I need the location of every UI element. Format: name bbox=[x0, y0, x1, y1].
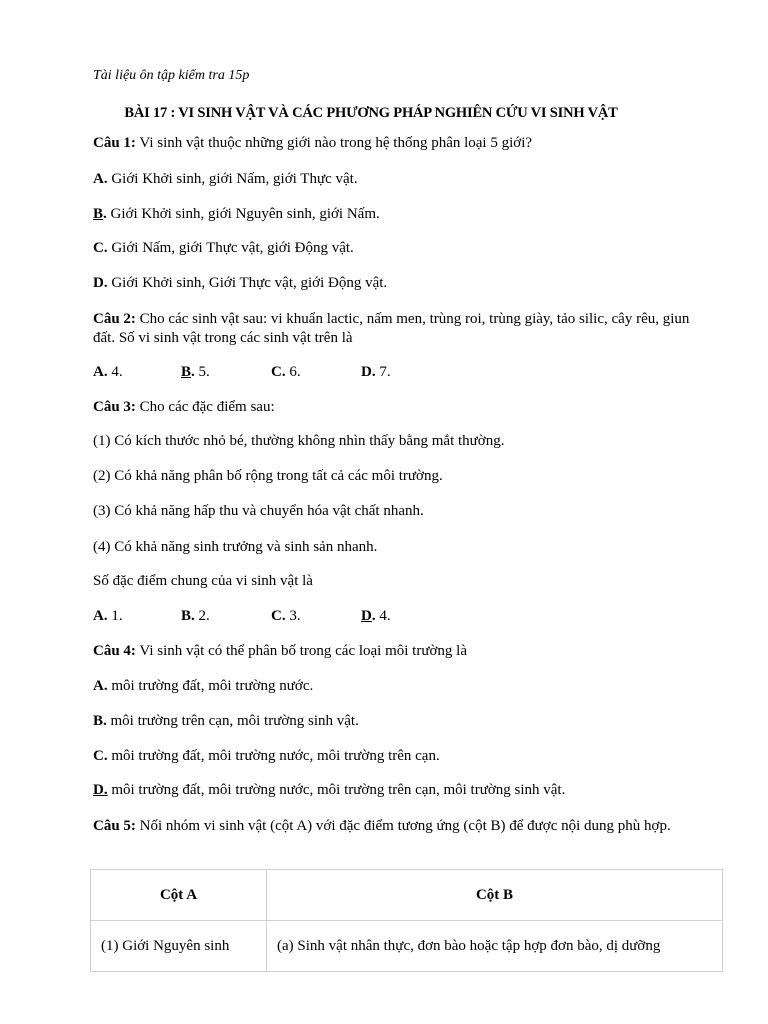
option-letter: A. bbox=[93, 364, 108, 380]
question-2-option-d bbox=[361, 363, 391, 382]
question-1 bbox=[93, 134, 532, 153]
question-3-option-d bbox=[361, 607, 391, 626]
question-1-label: Câu 1: bbox=[93, 135, 136, 151]
question-4 bbox=[93, 642, 467, 661]
header-note: Tài liệu ôn tập kiểm tra 15p bbox=[93, 68, 250, 83]
table-cell: (a) Sinh vật nhân thực, đơn bào hoặc tập hợp đơn bào, dị dưỡng bbox=[267, 921, 723, 972]
option-text: môi trường trên cạn, môi trường sinh vật. bbox=[106, 713, 359, 729]
option-text: Giới Khởi sinh, giới Nguyên sinh, giới Nấm. bbox=[106, 206, 380, 222]
question-3-item-2: (2) Có khả năng phân bố rộng trong tất cả các môi trường. bbox=[93, 468, 443, 484]
option-text: Giới Nấm, giới Thực vật, giới Động vật. bbox=[107, 240, 354, 256]
question-3-item-4: (4) Có khả năng sinh trưởng và sinh sản nhanh. bbox=[93, 539, 378, 555]
question-2-option-a bbox=[93, 363, 123, 382]
question-2-option-b bbox=[181, 363, 210, 382]
table-row bbox=[91, 921, 723, 972]
option-text: môi trường đất, môi trường nước, môi trường trên cạn, môi trường sinh vật. bbox=[107, 782, 566, 798]
question-2-options bbox=[93, 363, 693, 382]
option-text: môi trường đất, môi trường nước, môi trường trên cạn. bbox=[107, 748, 440, 764]
question-3-prompt: Số đặc điểm chung của vi sinh vật là bbox=[93, 573, 313, 589]
question-4-option-c bbox=[93, 747, 440, 766]
option-letter: D. bbox=[93, 275, 108, 291]
question-3-option-a bbox=[93, 607, 123, 626]
table-cell: (1) Giới Nguyên sinh bbox=[91, 921, 267, 972]
question-5-label: Câu 5: bbox=[93, 818, 136, 834]
column-a-header: Cột A bbox=[91, 870, 267, 921]
option-letter: C. bbox=[93, 240, 108, 256]
option-text: Giới Khởi sinh, giới Nấm, giới Thực vật. bbox=[107, 171, 358, 187]
question-5 bbox=[93, 817, 723, 836]
question-1-option-b bbox=[93, 205, 380, 224]
table-header-row bbox=[91, 870, 723, 921]
option-text: môi trường đất, môi trường nước. bbox=[107, 678, 314, 694]
option-text: 4. bbox=[107, 364, 123, 380]
option-letter: A. bbox=[93, 171, 108, 187]
page-title: BÀI 17 : VI SINH VẬT VÀ CÁC PHƯƠNG PHÁP NGHIÊN CỨU VI SINH VẬT bbox=[124, 105, 618, 121]
option-text: 3. bbox=[285, 608, 301, 624]
question-3 bbox=[93, 398, 275, 417]
option-letter: C. bbox=[271, 364, 286, 380]
option-letter: D. bbox=[93, 782, 108, 798]
question-1-option-c bbox=[93, 239, 354, 258]
question-2-option-c bbox=[271, 363, 301, 382]
question-3-item-3: (3) Có khả năng hấp thu và chuyển hóa vật chất nhanh. bbox=[93, 503, 424, 519]
option-letter: A. bbox=[93, 608, 108, 624]
option-letter: C. bbox=[271, 608, 286, 624]
matching-table bbox=[90, 869, 723, 972]
option-dot: . bbox=[371, 608, 376, 624]
option-text: 5. bbox=[194, 364, 210, 380]
option-letter: B bbox=[93, 206, 104, 222]
option-dot: . bbox=[191, 364, 195, 380]
question-4-option-b bbox=[93, 712, 359, 731]
question-1-text: Vi sinh vật thuộc những giới nào trong hệ thống phân loại 5 giới? bbox=[135, 135, 533, 151]
question-2 bbox=[93, 310, 698, 348]
option-text: 4. bbox=[375, 608, 391, 624]
question-3-label: Câu 3: bbox=[93, 399, 136, 415]
option-text: 7. bbox=[375, 364, 391, 380]
column-b-header: Cột B bbox=[267, 870, 723, 921]
option-letter: B. bbox=[181, 608, 195, 624]
question-4-text: Vi sinh vật có thể phân bố trong các loại môi trường là bbox=[135, 643, 467, 659]
option-text: 6. bbox=[285, 364, 301, 380]
option-letter: A. bbox=[93, 678, 108, 694]
question-1-option-a bbox=[93, 170, 358, 189]
option-letter: D bbox=[361, 608, 372, 624]
option-letter: B bbox=[181, 364, 192, 380]
question-4-label: Câu 4: bbox=[93, 643, 136, 659]
question-2-label: Câu 2: bbox=[93, 311, 136, 327]
question-2-text: Cho các sinh vật sau: vi khuẩn lactic, nấm men, trùng roi, trùng giày, tảo silic, cây rêu, giun đất. Số vi sinh vật trong các sinh vật trên là bbox=[93, 311, 690, 346]
question-3-item-1: (1) Có kích thước nhỏ bé, thường không nhìn thấy bằng mắt thường. bbox=[93, 433, 505, 449]
option-letter: D. bbox=[361, 364, 376, 380]
option-dot: . bbox=[103, 206, 107, 222]
question-4-option-d bbox=[93, 781, 565, 800]
question-3-option-b bbox=[181, 607, 210, 626]
question-3-options bbox=[93, 607, 693, 626]
option-text: 1. bbox=[107, 608, 123, 624]
question-3-text: Cho các đặc điểm sau: bbox=[135, 399, 275, 415]
option-letter: C. bbox=[93, 748, 108, 764]
option-text: Giới Khởi sinh, Giới Thực vật, giới Động vật. bbox=[107, 275, 388, 291]
option-letter: B. bbox=[93, 713, 107, 729]
question-4-option-a bbox=[93, 677, 313, 696]
question-3-option-c bbox=[271, 607, 301, 626]
question-1-option-d bbox=[93, 274, 387, 293]
option-text: 2. bbox=[194, 608, 210, 624]
question-5-text: Nối nhóm vi sinh vật (cột A) với đặc điểm tương ứng (cột B) để được nội dung phù hợp. bbox=[135, 818, 671, 834]
